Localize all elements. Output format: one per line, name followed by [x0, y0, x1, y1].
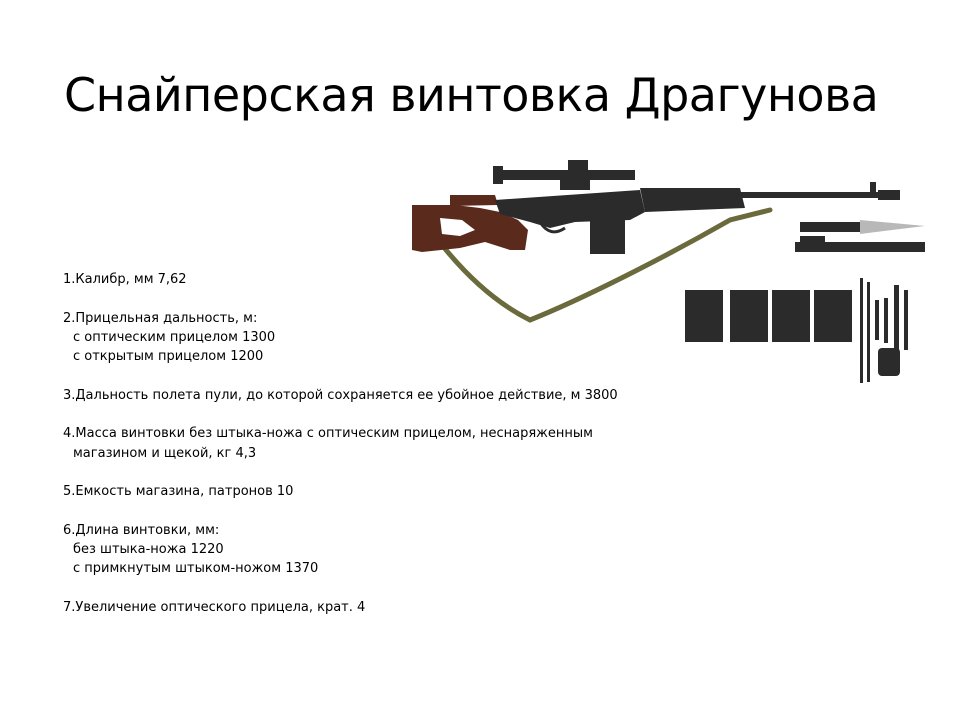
- spec-line: 6.Длина винтовки, мм:: [63, 522, 220, 538]
- spec-line: с оптическим прицелом 1300: [73, 329, 276, 345]
- spec-item-sighting-range: [63, 309, 703, 367]
- spec-line: 7.Увеличение оптического прицела, крат. 4: [63, 600, 366, 616]
- spec-line: 1.Калибр, мм 7,62: [63, 272, 187, 287]
- cleaning-kit: [860, 278, 908, 383]
- rifle-barrel: [740, 192, 880, 198]
- spare-magazines: [685, 290, 852, 342]
- spec-item-scope-magnification: [63, 598, 703, 617]
- spec-line: без штыка-ножа 1220: [73, 542, 224, 558]
- spec-item-mass: [63, 424, 703, 463]
- spec-line: 3.Дальность полета пули, до которой сохраняется ее убойное действие, м 3800: [63, 387, 618, 403]
- spec-line: с примкнутым штыком-ножом 1370: [73, 561, 319, 577]
- spec-line: магазином и щекой, кг 4,3: [73, 445, 257, 461]
- spec-line: с открытым прицелом 1200: [73, 349, 264, 365]
- slide-title: Снайперская винтовка Драгунова: [64, 68, 879, 122]
- spec-line: 2.Прицельная дальность, м:: [63, 310, 258, 326]
- spec-item-magazine-capacity: [63, 482, 703, 501]
- rifle-magazine: [590, 220, 625, 254]
- spec-item-caliber: [63, 270, 703, 289]
- spec-list: [63, 270, 703, 637]
- rifle-scope: [493, 160, 635, 190]
- spec-line: 5.Емкость магазина, патронов 10: [63, 484, 294, 500]
- bayonet: [795, 220, 925, 252]
- spec-item-length: [63, 521, 703, 579]
- spec-item-bullet-range: [63, 386, 703, 405]
- rifle-handguard: [640, 188, 745, 212]
- spec-line: 4.Масса винтовки без штыка-ножа с оптическим прицелом, неснаряженным: [63, 426, 593, 442]
